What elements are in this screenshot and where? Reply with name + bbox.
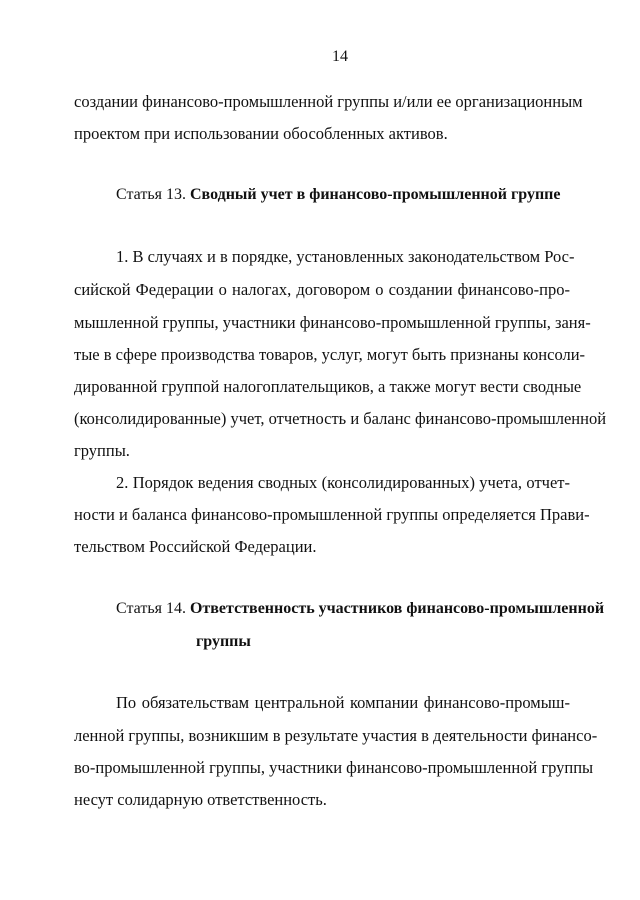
intro-line-1: создании финансово-промышленной группы и/или ее организационным xyxy=(74,92,583,111)
article-14-prefix: Статья 14. xyxy=(116,600,186,617)
article-13-prefix: Статья 13. xyxy=(116,186,186,203)
article-14-title-line-1: Ответственность участников финансово-промышленной xyxy=(189,600,605,617)
article-13-title: Сводный учет в финансово-промышленной группе xyxy=(189,186,561,203)
article-13-para1-line-4: тые в сфере производства товаров, услуг, могут быть признаны консоли- xyxy=(74,345,586,364)
article-14-heading-cont xyxy=(196,632,251,652)
article-13-para1-line-7: группы. xyxy=(74,441,130,460)
article-13-para1-line-2: сийской Федерации о налогах, договором о создании финансово-про- xyxy=(74,280,570,299)
article-13-para1-line-3: мышленной группы, участники финансово-промышленной группы, заня- xyxy=(74,313,591,332)
article-13-para1-line-1: 1. В случаях и в порядке, установленных законодательством Рос- xyxy=(116,247,575,266)
article-13-para1-line-5: дированной группой налогоплательщиков, а также могут вести сводные xyxy=(74,377,582,396)
article-13-para2-line-1: 2. Порядок ведения сводных (консолидированных) учета, отчет- xyxy=(116,473,570,492)
article-14-para-line-3: во-промышленной группы, участники финансово-промышленной группы xyxy=(74,758,594,777)
page-number: 14 xyxy=(332,48,348,65)
article-14-para-line-2: ленной группы, возникшим в результате участия в деятельности финансо- xyxy=(74,726,598,745)
article-14-title-line-2: группы xyxy=(196,633,251,650)
article-13-para1-line-6: (консолидированные) учет, отчетность и баланс финансово-промышленной xyxy=(74,409,607,428)
article-14-para-line-1: По обязательствам центральной компании финансово-промыш- xyxy=(116,693,570,712)
article-14-heading xyxy=(116,599,604,619)
article-13-para2-line-2: ности и баланса финансово-промышленной группы определяется Прави- xyxy=(74,505,590,524)
article-14-para-line-4: несут солидарную ответственность. xyxy=(74,790,327,809)
intro-line-2: проектом при использовании обособленных активов. xyxy=(74,124,448,143)
article-13-para2-line-3: тельством Российской Федерации. xyxy=(74,537,317,556)
article-13-heading xyxy=(116,185,560,205)
